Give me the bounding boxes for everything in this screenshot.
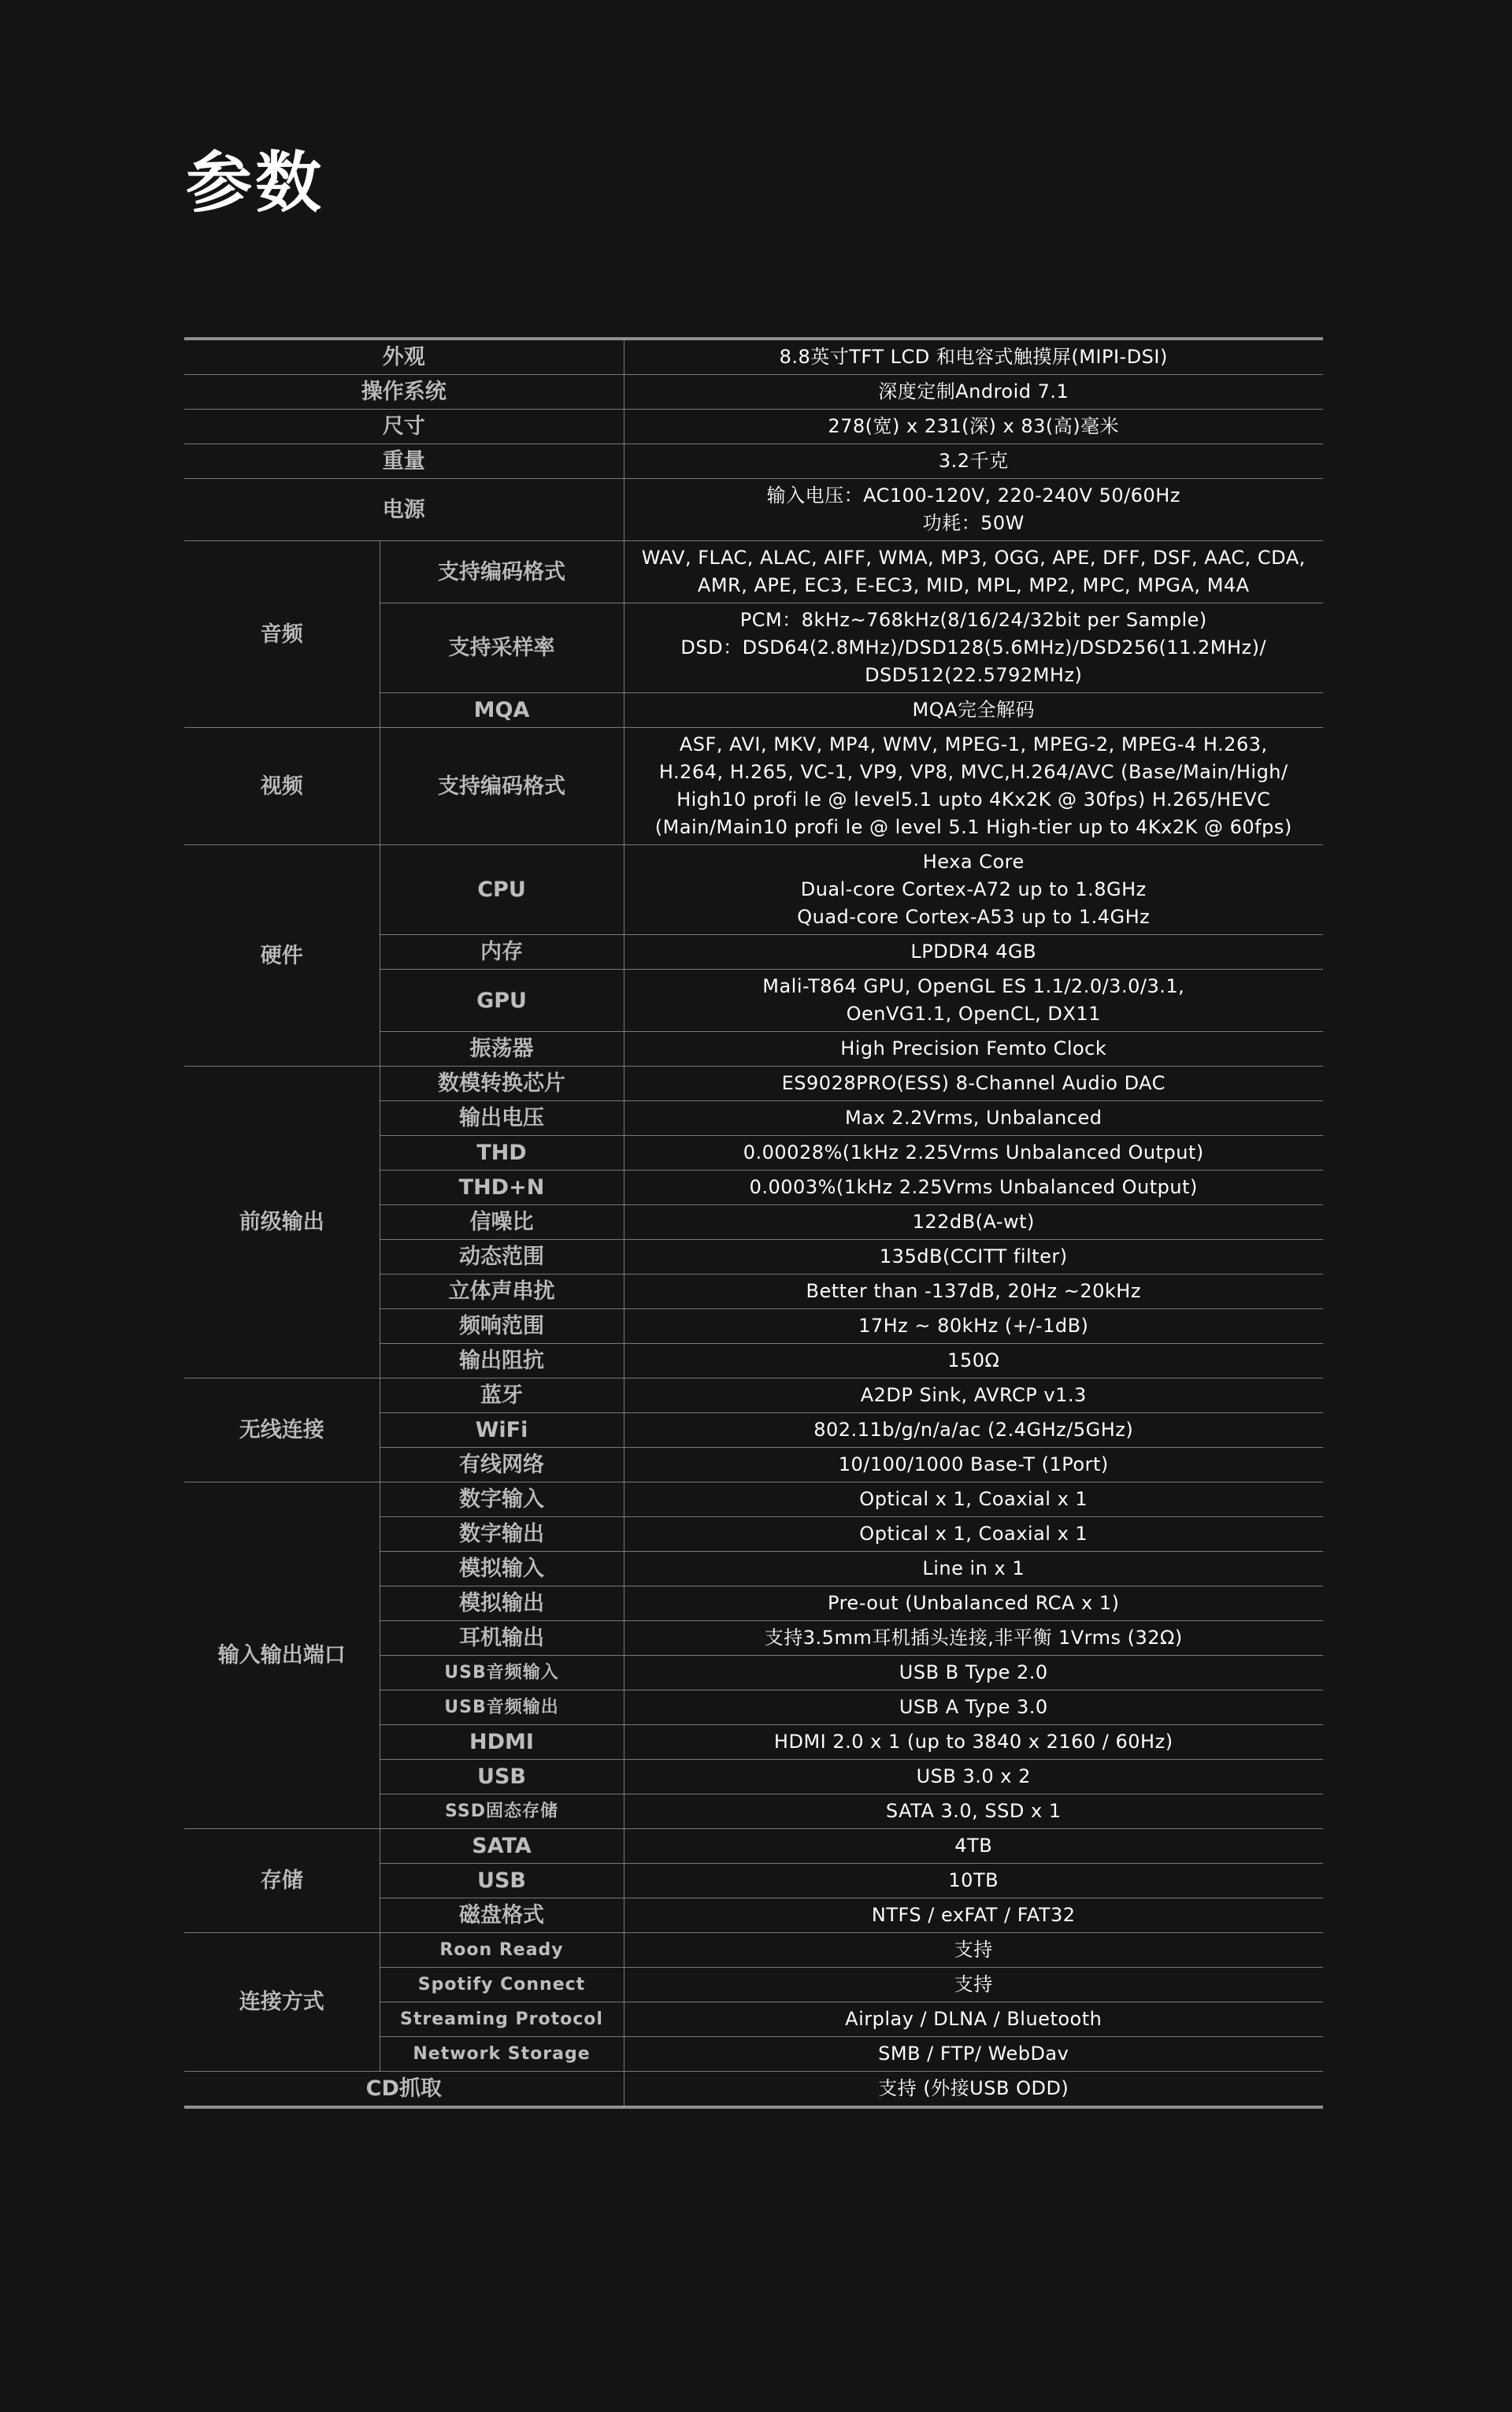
- spec-label: 外观: [184, 339, 624, 375]
- spec-value-line: 功耗：50W: [922, 512, 1025, 534]
- spec-row: [184, 375, 1323, 410]
- spec-value-line: High10 profi le @ level5.1 upto 4Kx2K @ 30fps) H.265/HEVC: [676, 789, 1271, 811]
- spec-label: 数模转换芯片: [380, 1067, 624, 1101]
- spec-value: 0.0003%(1kHz 2.25Vrms Unbalanced Output): [624, 1171, 1323, 1205]
- spec-label: 电源: [184, 479, 624, 541]
- spec-value: 支持3.5mm耳机插头连接,非平衡 1Vrms (32Ω): [624, 1621, 1323, 1656]
- spec-label: Roon Ready: [380, 1933, 624, 1968]
- spec-row: [184, 410, 1323, 444]
- spec-value: ES9028PRO(ESS) 8-Channel Audio DAC: [624, 1067, 1323, 1101]
- spec-label: CD抓取: [184, 2072, 624, 2108]
- spec-value: Pre-out (Unbalanced RCA x 1): [624, 1586, 1323, 1621]
- spec-label: Streaming Protocol: [380, 2002, 624, 2037]
- spec-label: GPU: [380, 970, 624, 1032]
- spec-value: USB 3.0 x 2: [624, 1760, 1323, 1794]
- spec-row: [184, 845, 1323, 935]
- spec-value: 17Hz ~ 80kHz (+/-1dB): [624, 1309, 1323, 1344]
- spec-row: [184, 541, 1323, 603]
- spec-label: THD+N: [380, 1171, 624, 1205]
- spec-value-line: DSD：DSD64(2.8MHz)/DSD128(5.6MHz)/DSD256(11.2MHz)/: [680, 636, 1267, 659]
- spec-label: CPU: [380, 845, 624, 935]
- spec-value: [624, 845, 1323, 935]
- spec-label: 数字输入: [380, 1482, 624, 1517]
- spec-label: THD: [380, 1136, 624, 1171]
- spec-label: 耳机输出: [380, 1621, 624, 1656]
- spec-row: [184, 1067, 1323, 1101]
- spec-row: [184, 1829, 1323, 1864]
- spec-category: 音频: [184, 541, 380, 728]
- spec-value: USB B Type 2.0: [624, 1656, 1323, 1690]
- spec-value-line: WAV, FLAC, ALAC, AIFF, WMA, MP3, OGG, APE, DFF, DSF, AAC, CDA,: [641, 547, 1306, 569]
- spec-value: 0.00028%(1kHz 2.25Vrms Unbalanced Output): [624, 1136, 1323, 1171]
- spec-value: [624, 728, 1323, 845]
- spec-value-line: AMR, APE, EC3, E-EC3, MID, MPL, MP2, MPC, MPGA, M4A: [697, 574, 1250, 596]
- spec-label: 信噪比: [380, 1205, 624, 1240]
- spec-value: 10/100/1000 Base-T (1Port): [624, 1448, 1323, 1482]
- spec-value: 10TB: [624, 1864, 1323, 1898]
- spec-value: [624, 541, 1323, 603]
- spec-category: 视频: [184, 728, 380, 845]
- spec-value: 深度定制Android 7.1: [624, 375, 1323, 410]
- spec-value-line: ASF, AVI, MKV, MP4, WMV, MPEG-1, MPEG-2, MPEG-4 H.263,: [679, 733, 1268, 755]
- spec-value: MQA完全解码: [624, 693, 1323, 728]
- spec-value: 278(宽) x 231(深) x 83(高)毫米: [624, 410, 1323, 444]
- spec-value-line: Quad-core Cortex-A53 up to 1.4GHz: [797, 906, 1151, 928]
- spec-table: [184, 337, 1323, 2109]
- spec-value: 4TB: [624, 1829, 1323, 1864]
- spec-label: 输出阻抗: [380, 1344, 624, 1379]
- spec-value: 150Ω: [624, 1344, 1323, 1379]
- spec-label: 重量: [184, 444, 624, 479]
- spec-label: SATA: [380, 1829, 624, 1864]
- spec-value-line: (Main/Main10 profi le @ level 5.1 High-tier up to 4Kx2K @ 60fps): [654, 816, 1292, 838]
- spec-value: Better than -137dB, 20Hz ~20kHz: [624, 1275, 1323, 1309]
- spec-row: [184, 2072, 1323, 2108]
- spec-value: 122dB(A-wt): [624, 1205, 1323, 1240]
- spec-value: SATA 3.0, SSD x 1: [624, 1794, 1323, 1829]
- spec-label: Network Storage: [380, 2037, 624, 2072]
- spec-label: USB音频输入: [380, 1656, 624, 1690]
- spec-value: [624, 603, 1323, 693]
- spec-value: 支持 (外接USB ODD): [624, 2072, 1323, 2108]
- spec-label: 内存: [380, 935, 624, 970]
- spec-label: SSD固态存储: [380, 1794, 624, 1829]
- spec-value: 3.2千克: [624, 444, 1323, 479]
- spec-label: 支持编码格式: [380, 728, 624, 845]
- spec-value: A2DP Sink, AVRCP v1.3: [624, 1379, 1323, 1413]
- spec-value-line: Mali-T864 GPU, OpenGL ES 1.1/2.0/3.0/3.1,: [762, 975, 1185, 997]
- spec-label: 模拟输入: [380, 1552, 624, 1586]
- spec-value: [624, 970, 1323, 1032]
- spec-category: 前级输出: [184, 1067, 380, 1379]
- spec-row: [184, 339, 1323, 375]
- spec-value-line: 输入电压：AC100-120V, 220-240V 50/60Hz: [766, 484, 1180, 507]
- spec-value: Max 2.2Vrms, Unbalanced: [624, 1101, 1323, 1136]
- spec-value: LPDDR4 4GB: [624, 935, 1323, 970]
- spec-label: Spotify Connect: [380, 1968, 624, 2002]
- spec-category: 无线连接: [184, 1379, 380, 1482]
- page-title: 参数: [186, 144, 325, 221]
- spec-value-line: Dual-core Cortex-A72 up to 1.8GHz: [800, 878, 1147, 900]
- spec-label: 数字输出: [380, 1517, 624, 1552]
- spec-label: USB: [380, 1864, 624, 1898]
- spec-value: Optical x 1, Coaxial x 1: [624, 1482, 1323, 1517]
- spec-label: 动态范围: [380, 1240, 624, 1275]
- spec-value: HDMI 2.0 x 1 (up to 3840 x 2160 / 60Hz): [624, 1725, 1323, 1760]
- spec-label: 模拟输出: [380, 1586, 624, 1621]
- spec-label: HDMI: [380, 1725, 624, 1760]
- spec-value: Optical x 1, Coaxial x 1: [624, 1517, 1323, 1552]
- spec-value: 135dB(CCITT filter): [624, 1240, 1323, 1275]
- spec-row: [184, 1933, 1323, 1968]
- spec-value: NTFS / exFAT / FAT32: [624, 1898, 1323, 1933]
- spec-label: 磁盘格式: [380, 1898, 624, 1933]
- spec-label: MQA: [380, 693, 624, 728]
- spec-value: 支持: [624, 1968, 1323, 2002]
- spec-label: 尺寸: [184, 410, 624, 444]
- spec-category: 硬件: [184, 845, 380, 1067]
- spec-category: 存储: [184, 1829, 380, 1933]
- spec-value: 802.11b/g/n/a/ac (2.4GHz/5GHz): [624, 1413, 1323, 1448]
- spec-value: 支持: [624, 1933, 1323, 1968]
- spec-row: [184, 444, 1323, 479]
- spec-label: 支持编码格式: [380, 541, 624, 603]
- spec-label: 输出电压: [380, 1101, 624, 1136]
- spec-label: USB: [380, 1760, 624, 1794]
- spec-label: 蓝牙: [380, 1379, 624, 1413]
- spec-value-line: OenVG1.1, OpenCL, DX11: [846, 1003, 1101, 1025]
- spec-label: WiFi: [380, 1413, 624, 1448]
- spec-value-line: H.264, H.265, VC-1, VP9, VP8, MVC,H.264/AVC (Base/Main/High/: [658, 761, 1288, 783]
- spec-value: [624, 479, 1323, 541]
- spec-row: [184, 1482, 1323, 1517]
- spec-row: [184, 728, 1323, 845]
- spec-category: 输入输出端口: [184, 1482, 380, 1829]
- spec-label: 频响范围: [380, 1309, 624, 1344]
- spec-row: [184, 479, 1323, 541]
- spec-value-line: PCM：8kHz~768kHz(8/16/24/32bit per Sample): [739, 609, 1207, 631]
- spec-label: 有线网络: [380, 1448, 624, 1482]
- spec-value-line: DSD512(22.5792MHz): [865, 664, 1083, 686]
- spec-value: USB A Type 3.0: [624, 1690, 1323, 1725]
- spec-category: 连接方式: [184, 1933, 380, 2072]
- spec-row: [184, 1379, 1323, 1413]
- spec-label: 立体声串扰: [380, 1275, 624, 1309]
- spec-value: High Precision Femto Clock: [624, 1032, 1323, 1067]
- spec-value-line: Hexa Core: [922, 851, 1025, 873]
- spec-value: Airplay / DLNA / Bluetooth: [624, 2002, 1323, 2037]
- spec-label: 支持采样率: [380, 603, 624, 693]
- spec-label: 操作系统: [184, 375, 624, 410]
- spec-value: Line in x 1: [624, 1552, 1323, 1586]
- spec-label: USB音频输出: [380, 1690, 624, 1725]
- spec-value: 8.8英寸TFT LCD 和电容式触摸屏(MIPI-DSI): [624, 339, 1323, 375]
- spec-label: 振荡器: [380, 1032, 624, 1067]
- spec-value: SMB / FTP/ WebDav: [624, 2037, 1323, 2072]
- spec-table-body: [184, 339, 1323, 2107]
